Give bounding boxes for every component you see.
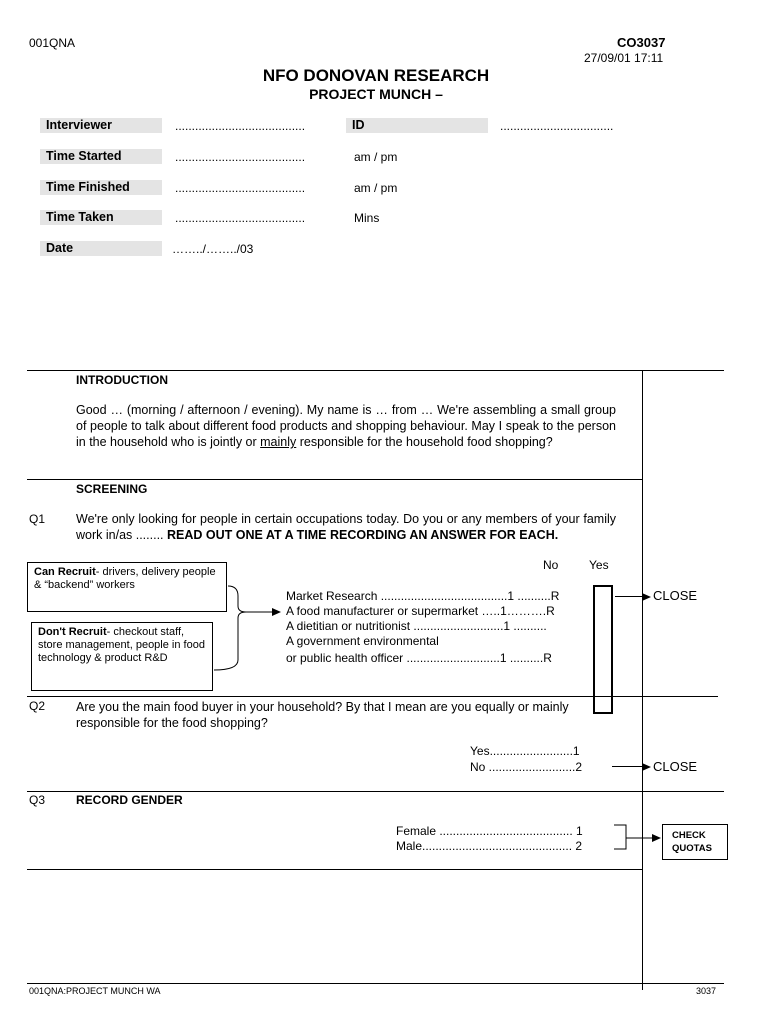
q2-number: Q2 xyxy=(29,699,46,713)
ref-code: CO3037 xyxy=(617,35,666,50)
intro-text-underlined: mainly xyxy=(260,435,297,449)
q2-text: Are you the main food buyer in your household? By that I mean are you equally or mainly responsible for the food shopping? xyxy=(76,700,569,730)
time-finished-label: Time Finished xyxy=(40,180,162,195)
q3-bracket-connector xyxy=(612,824,662,854)
intro-top-rule xyxy=(27,370,724,371)
project-title: PROJECT MUNCH – xyxy=(309,86,443,102)
time-taken-field[interactable]: ....................................... xyxy=(175,211,306,225)
screening-heading: SCREENING xyxy=(76,482,148,496)
brace-connector xyxy=(210,584,290,674)
q2-close-line xyxy=(612,766,646,767)
right-margin-rule xyxy=(642,370,643,990)
q3-option-male: Male............................................. 2 xyxy=(396,839,583,853)
id-field[interactable]: .................................. xyxy=(500,119,614,133)
check-label: CHECK xyxy=(672,830,706,841)
time-finished-field[interactable]: ....................................... xyxy=(175,181,306,195)
q3-bottom-rule xyxy=(27,869,642,870)
company-title: NFO DONOVAN RESEARCH xyxy=(262,66,490,85)
q1-option-dietitian: A dietitian or nutritionist ...........................1 .......... xyxy=(286,619,547,633)
q2-option-no: No ..........................2 xyxy=(470,760,583,774)
q1-instruction: READ OUT ONE AT A TIME RECORDING AN ANSWER FOR EACH. xyxy=(167,528,559,542)
q2-close-label: CLOSE xyxy=(653,759,698,774)
intro-text-part2: responsible for the household food shopping? xyxy=(296,435,553,449)
col-yes-header: Yes xyxy=(589,558,609,572)
intro-heading: INTRODUCTION xyxy=(76,373,168,387)
time-finished-unit: am / pm xyxy=(354,181,398,195)
q1-option-food-manufacturer: A food manufacturer or supermarket …..1……….R xyxy=(286,604,555,618)
time-started-label: Time Started xyxy=(40,149,162,164)
q1-close-line xyxy=(615,596,645,597)
q3-number: Q3 xyxy=(29,793,46,807)
screening-top-rule xyxy=(27,479,642,480)
dont-recruit-text: - checkout staff, store management, people in food technology & product R&D xyxy=(38,626,205,664)
col-no-header: No xyxy=(543,558,559,572)
footer-rule xyxy=(27,983,724,984)
intro-text xyxy=(76,402,616,450)
q1-option-market-research: Market Research ......................................1 ..........R xyxy=(286,589,560,603)
q2-close-arrow-icon xyxy=(642,763,651,771)
date-field[interactable]: ……../……../03 xyxy=(172,242,254,256)
interviewer-label: Interviewer xyxy=(40,118,162,133)
date-label: Date xyxy=(40,241,162,256)
q1-close-arrow-icon xyxy=(642,593,651,601)
dont-recruit-note xyxy=(31,622,213,691)
can-recruit-bold: Can Recruit xyxy=(34,566,96,578)
q1-number: Q1 xyxy=(29,512,46,526)
footer-right: 3037 xyxy=(696,986,717,996)
check-quotas-box xyxy=(662,824,728,860)
time-started-field[interactable]: ....................................... xyxy=(175,150,306,164)
q3-text: RECORD GENDER xyxy=(76,793,183,807)
q3-top-rule xyxy=(27,791,724,792)
q1-close-label: CLOSE xyxy=(653,588,698,603)
print-datetime: 27/09/01 17:11 xyxy=(584,51,664,65)
time-taken-label: Time Taken xyxy=(40,210,162,225)
interviewer-field[interactable]: ....................................... xyxy=(175,119,306,133)
doc-code: 001QNA xyxy=(29,36,76,50)
q2-option-yes: Yes.........................1 xyxy=(470,744,580,758)
footer-left: 001QNA:PROJECT MUNCH WA xyxy=(29,986,161,996)
quotas-label: QUOTAS xyxy=(672,843,712,854)
id-label: ID xyxy=(346,118,488,133)
yes-column-box xyxy=(593,585,613,714)
can-recruit-text: - drivers, delivery people & “backend” workers xyxy=(34,566,216,591)
q2-top-rule xyxy=(27,696,718,697)
dont-recruit-bold: Don't Recruit xyxy=(38,626,107,638)
time-started-unit: am / pm xyxy=(354,150,398,164)
q1-option-government: A government environmental xyxy=(286,634,439,648)
can-recruit-note xyxy=(27,562,227,612)
intro-text-part1: Good … (morning / afternoon / evening). My name is … from … We're assembling a small group of people to talk about different food products and shopping behaviour. May I speak to the person in the household who is jointly or xyxy=(76,403,616,449)
q1-question: We're only looking for people in certain occupations today. Do you or any members of your family work in/as ........ xyxy=(76,512,616,542)
time-taken-unit: Mins xyxy=(354,211,380,225)
q1-option-health-officer: or public health officer ............................1 ..........R xyxy=(286,651,552,665)
q1-text xyxy=(76,511,616,543)
q3-option-female: Female ........................................ 1 xyxy=(396,824,583,838)
